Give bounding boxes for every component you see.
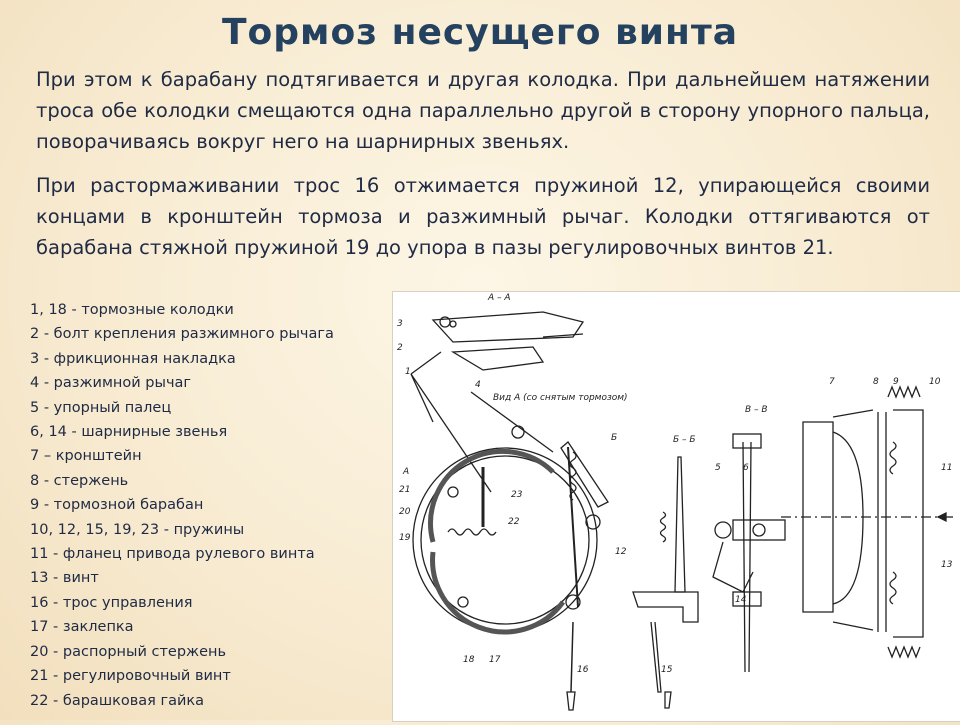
legend-item: 5 - упорный палец — [30, 399, 172, 416]
brake-drawing — [393, 292, 960, 721]
legend-item: 8 - стержень — [30, 472, 129, 489]
label-7: 7 — [829, 377, 835, 387]
label-6: 6 — [743, 463, 749, 473]
flange-fins-bottom — [888, 647, 920, 657]
legend-item: 17 - заклепка — [30, 619, 134, 636]
label-marker-b: Б — [611, 433, 618, 443]
legend-item: 21 - регулировочный винт — [30, 668, 231, 685]
section-aa-plate — [433, 312, 583, 342]
label-17: 17 — [489, 655, 501, 665]
label-3: 3 — [397, 319, 403, 329]
label-section-bb: Б – Б — [673, 435, 696, 445]
legend-item: 10, 12, 15, 19, 23 - пружины — [30, 521, 245, 538]
legend-item: 13 - винт — [30, 570, 99, 587]
legend-item: 11 - фланец привода рулевого винта — [30, 546, 315, 563]
section-aa-lever — [453, 347, 543, 370]
label-15: 15 — [661, 665, 673, 675]
label-9: 9 — [893, 377, 899, 387]
legend-item: 20 - распорный стержень — [30, 643, 227, 660]
paragraph-2: При растормаживании трос 16 отжимается пружиной 12, упирающейся своими концами в кронштейн тормоза и разжимный рычаг. Колодки оттягиваются от барабана стяжной пружиной 19 до упора в пазы регулировочных винтов 21. — [36, 174, 930, 259]
page-title: Тормоз несущего винта — [221, 12, 739, 53]
label-18: 18 — [463, 655, 475, 665]
label-21: 21 — [399, 485, 411, 495]
label-19: 19 — [399, 533, 411, 543]
label-20: 20 — [399, 507, 411, 517]
label-11: 11 — [941, 463, 953, 473]
flange-fins-top — [888, 387, 920, 397]
legend-item: 4 - разжимной рычаг — [30, 375, 192, 392]
legend-item: 2 - болт крепления разжимного рычага — [30, 326, 334, 343]
brake-diagram — [392, 291, 960, 722]
label-4: 4 — [475, 380, 481, 390]
label-section-vv: В – В — [745, 405, 768, 415]
section-vv-links — [743, 442, 751, 672]
spring-19 — [448, 529, 496, 535]
label-section-aa: А – А — [488, 293, 511, 303]
paragraph-1: При этом к барабану подтягивается и другая колодка. При дальнейшем натяжении троса обе колодки смещаются одна параллельно другой в сторону упорного пальца, поворачиваясь вокруг него на шарнирных звеньях. — [36, 68, 930, 153]
drum-9 — [878, 412, 886, 632]
legend-item: 9 - тормозной барабан — [30, 497, 204, 514]
label-view-a: Вид А (со снятым тормозом) — [493, 393, 628, 403]
label-22: 22 — [508, 517, 520, 527]
section-bb-rod — [675, 457, 685, 592]
label-5: 5 — [715, 463, 721, 473]
brake-shoe-upper — [431, 451, 553, 542]
legend-item: 6, 14 - шарнирные звенья — [30, 424, 228, 441]
label-1: 1 — [405, 367, 411, 377]
legend-item: 16 - трос управления — [30, 594, 193, 611]
label-2: 2 — [397, 343, 403, 353]
label-8: 8 — [873, 377, 879, 387]
label-16: 16 — [577, 665, 589, 675]
legend-item: 7 – кронштейн — [30, 448, 142, 465]
label-marker-a: А — [403, 467, 410, 477]
parts-legend — [30, 298, 390, 713]
legend-item: 3 - фрикционная накладка — [30, 350, 236, 367]
brake-shoe-lower — [433, 552, 563, 632]
legend-item: 22 - барашковая гайка — [30, 692, 205, 709]
label-14: 14 — [735, 595, 747, 605]
label-10: 10 — [929, 377, 941, 387]
label-12: 12 — [615, 547, 627, 557]
label-13: 13 — [941, 560, 953, 570]
label-23: 23 — [511, 490, 523, 500]
legend-item: 1, 18 - тормозные колодки — [30, 302, 234, 318]
